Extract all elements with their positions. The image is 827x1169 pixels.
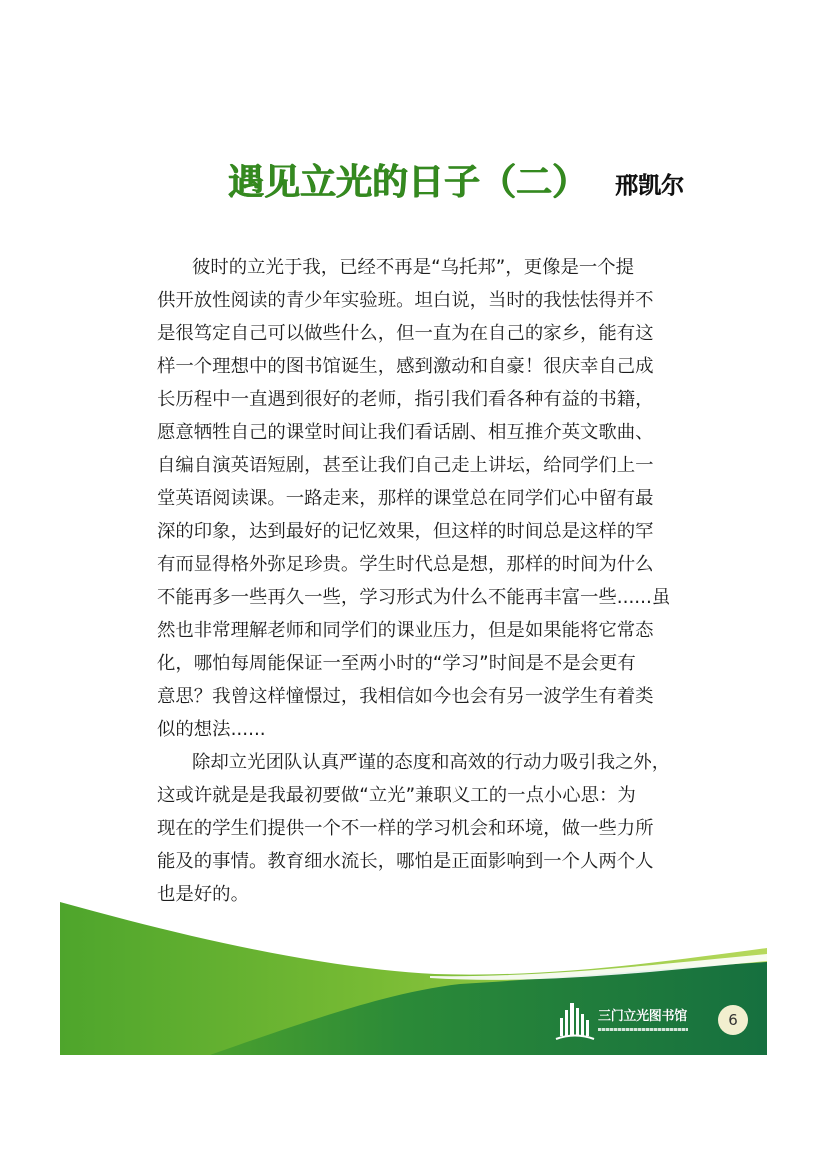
text-line: 化，哪怕每周能保证一至两小时的“学习”时间是不是会更有	[157, 653, 636, 674]
logo-tagline	[598, 1028, 688, 1031]
page-number-badge: 6	[718, 1005, 748, 1035]
library-logo-name: 三门立光图书馆	[598, 1009, 687, 1024]
paragraph-2	[157, 746, 677, 911]
text-line: 自编自演英语短剧，甚至让我们自己走上讲坛，给同学们上一	[157, 455, 654, 476]
text-line: 不能再多一些再久一些，学习形式为什么不能再丰富一些......虽	[157, 587, 671, 608]
article-body	[157, 251, 677, 911]
text-line: 然也非常理解老师和同学们的课业压力，但是如果能将它常态	[157, 620, 654, 641]
paragraph-1	[157, 251, 677, 746]
text-line: 现在的学生们提供一个不一样的学习机会和环境，做一些力所	[157, 818, 654, 839]
text-line: 也是好的。	[157, 884, 249, 905]
text-line: 似的想法......	[157, 719, 266, 740]
text-line: 长历程中一直遇到很好的老师，指引我们看各种有益的书籍，	[157, 389, 654, 410]
text-line: 除却立光团队认真严谨的态度和高效的行动力吸引我之外，	[192, 752, 671, 773]
text-line: 彼时的立光于我，已经不再是“乌托邦”，更像是一个提	[192, 257, 635, 278]
text-line: 供开放性阅读的青少年实验班。坦白说，当时的我怯怯得并不	[157, 290, 654, 311]
page-title: 遇见立光的日子（二）	[228, 162, 589, 203]
footer-green-swoosh	[60, 900, 767, 1055]
text-line: 深的印象，达到最好的记忆效果，但这样的时间总是这样的罕	[157, 521, 654, 542]
text-line: 是很笃定自己可以做些什么，但一直为在自己的家乡，能有这	[157, 323, 654, 344]
text-line: 愿意牺牲自己的课堂时间让我们看话剧、相互推介英文歌曲、	[157, 422, 654, 443]
text-line: 能及的事情。教育细水流长，哪怕是正面影响到一个人两个人	[157, 851, 654, 872]
author-name: 邢凯尔	[615, 173, 684, 199]
text-line: 意思？我曾这样憧憬过，我相信如今也会有另一波学生有着类	[157, 686, 654, 707]
text-line: 有而显得格外弥足珍贵。学生时代总是想，那样的时间为什么	[157, 554, 654, 575]
text-line: 堂英语阅读课。一路走来，那样的课堂总在同学们心中留有最	[157, 488, 654, 509]
text-line: 样一个理想中的图书馆诞生，感到激动和自豪！很庆幸自己成	[157, 356, 654, 377]
text-line: 这或许就是是我最初要做“立光”兼职义工的一点小心思：为	[157, 785, 636, 806]
